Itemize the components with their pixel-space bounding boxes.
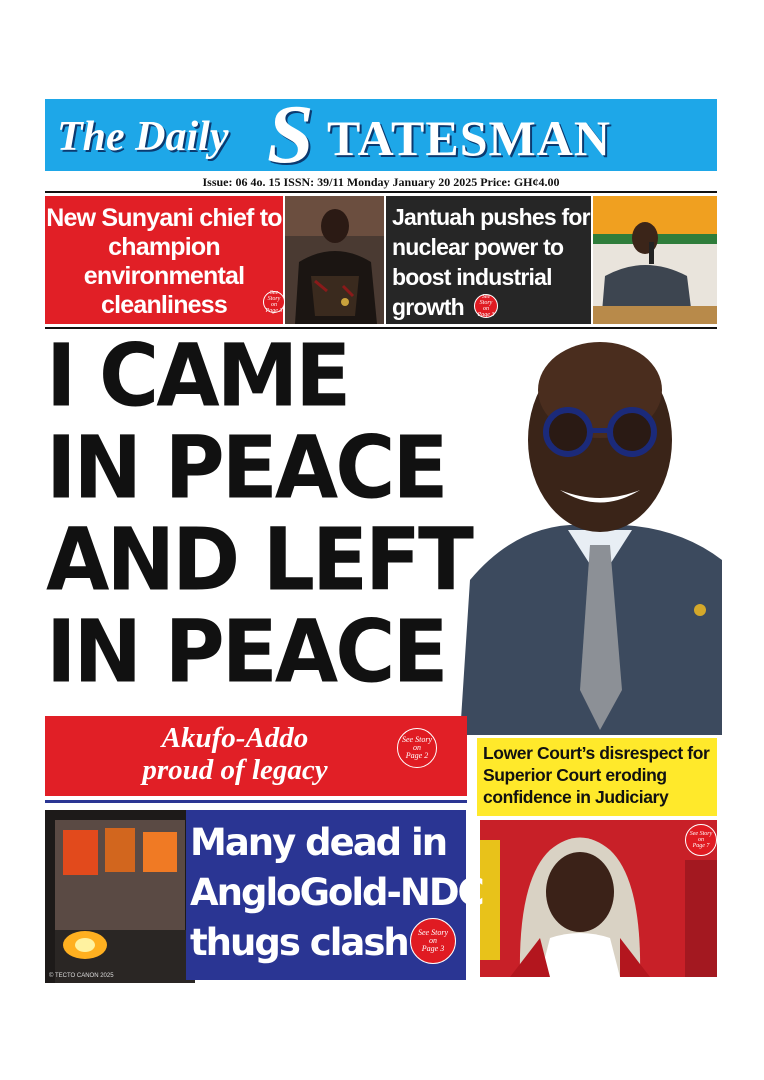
legacy-text: Akufo-Addo proud of legacy: [142, 722, 328, 786]
see-story-badge[interactable]: See Story on Page 3: [474, 294, 498, 318]
court-story-box[interactable]: [477, 738, 717, 816]
photo-credit: © TECTO CANON 2025: [49, 973, 114, 979]
fire-photo: [45, 810, 195, 983]
headline-line: IN PEACE: [46, 601, 446, 703]
legacy-banner[interactable]: [45, 716, 467, 796]
see-story-badge[interactable]: See Story on Page 2: [397, 728, 437, 768]
see-story-badge[interactable]: See Story on Page 7: [685, 824, 717, 856]
clash-headline: Many dead in AngloGold-NDC thugs clash: [190, 821, 483, 964]
teaser-headline: New Sunyani chief to champion environmental cleanliness: [46, 204, 282, 319]
headline-line: I CAME: [46, 325, 349, 427]
teaser-nuclear-power[interactable]: [386, 196, 591, 324]
chief-photo: [285, 196, 384, 324]
clash-story-box[interactable]: [186, 810, 483, 980]
chief-justice-photo: [480, 820, 717, 977]
teaser-headline: Jantuah pushes for nuclear power to boost industrial growth: [392, 204, 590, 320]
see-story-badge[interactable]: See Story on Page 3: [410, 918, 456, 964]
headline-line: IN PEACE: [46, 417, 446, 519]
masthead-initial: S: [267, 88, 314, 181]
teaser-sunyani-chief[interactable]: [45, 196, 283, 324]
masthead: [45, 88, 717, 181]
issue-line: Issue: 06 4o. 15 ISSN: 39/11 Monday January 20 2025 Price: GH¢4.00: [202, 175, 560, 189]
issue-divider: [45, 191, 717, 193]
court-headline: Lower Court’s disrespect for Superior Court eroding confidence in Judiciary: [483, 743, 710, 807]
main-headline: [46, 325, 516, 703]
masthead-prefix: The Daily: [57, 114, 229, 160]
story-divider: [45, 800, 467, 803]
masthead-title: TATESMAN: [327, 110, 611, 166]
see-story-badge[interactable]: See Story on Page 3: [263, 291, 285, 313]
headline-line: AND LEFT: [46, 509, 471, 611]
jantuah-photo: [593, 196, 717, 324]
